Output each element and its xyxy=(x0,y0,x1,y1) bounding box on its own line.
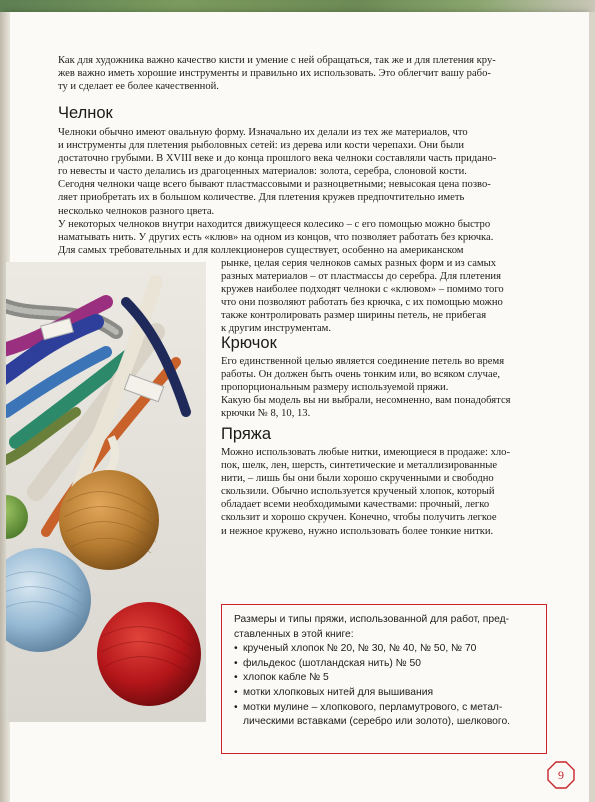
shuttle-line: несколько челноков разного цвета. xyxy=(58,205,215,217)
hook-line: работы. Он должен быть очень тонким или, во всяком случае, xyxy=(221,369,501,381)
yarn-sizes-list xyxy=(234,642,536,730)
bullet-icon: • xyxy=(234,701,238,713)
shuttle-line: Челноки обычно имеют овальную форму. Изначально их делали из тех же материалов, что xyxy=(58,127,468,138)
shuttle-line: что они позволяют работать без крючка, с их помощью можно xyxy=(221,297,503,309)
intro-line: жев важно иметь хорошие инструменты и правильно их использовать. Это облегчит вашу рабо- xyxy=(58,68,491,80)
shuttle-line: У некоторых челноков внутри находится движущееся колесико – с его помощью можно быстро xyxy=(58,218,491,230)
list-item-text: мотки хлопковых нитей для вышивания xyxy=(243,686,434,698)
page-number: 9 xyxy=(558,768,564,782)
shuttle-line: ляет приобретать их в большом количестве. Для плетения кружев предпочтительно иметь xyxy=(58,192,465,204)
yarn-paragraph xyxy=(221,446,543,538)
thread-and-yarn-photo xyxy=(6,262,206,722)
shuttle-line: наматывать нить. У других есть «клюв» на одном из концов, что позволяет работать без крючка. xyxy=(58,231,494,243)
shuttle-line: го невесты и часто делались из драгоценных материалов: золота, серебра, слоновой кости. xyxy=(58,166,467,178)
bullet-icon: • xyxy=(234,643,238,655)
section-heading-yarn: Пряжа xyxy=(221,425,271,443)
list-item xyxy=(234,671,536,686)
section-heading-hook: Крючок xyxy=(221,334,277,352)
page-edge xyxy=(589,12,595,802)
hook-line: крючки № 8, 10, 13. xyxy=(221,408,311,420)
list-item xyxy=(234,701,536,730)
shuttle-line: Для самых требовательных и для коллекционеров существует, особенно на американском xyxy=(58,244,464,256)
yarn-line: обладает всеми необходимыми качествами: прочный, легко xyxy=(221,499,490,511)
hook-line: Какую бы модель вы ни выбрали, несомненно, вам понадобятся xyxy=(221,395,511,407)
yarn-sizes-intro-line: Размеры и типы пряжи, использованной для работ, пред- xyxy=(234,614,510,625)
shuttle-line: и инструменты для плетения рыболовных сетей: из дерева или кости черепахи. Они были xyxy=(58,140,465,152)
yarn-sizes-box xyxy=(221,604,547,754)
shuttle-line: достаточно грубыми. В XVIII веке и до конца прошлого века челноки составляли часть придано- xyxy=(58,153,497,165)
yarn-line: и нежное кружево, нужно использовать более тонкие нитки. xyxy=(221,525,494,537)
shuttle-paragraph-continued xyxy=(221,257,543,336)
hook-line: Его единственной целью является соединение петель во время xyxy=(221,356,505,367)
yarn-line: скользили. Обычно используется крученый хлопок, который xyxy=(221,486,495,498)
intro-line: ту и сделает ее более качественной. xyxy=(58,81,219,93)
section-heading-shuttle: Челнок xyxy=(58,104,113,122)
yarn-line: нити, – лишь бы они были хорошо скрученными и свободно xyxy=(221,473,494,485)
yarn-line: пок, шелк, лен, шерсть, синтетические и металлизированные xyxy=(221,460,498,472)
yarn-line: Можно использовать любые нитки, имеющиеся в продаже: хло- xyxy=(221,447,510,458)
shuttle-line: Сегодня челноки чаще всего бывают пластмассовыми и разноцветными; невысокая цена позво- xyxy=(58,179,491,191)
list-item xyxy=(234,657,536,672)
hook-line: пропорциональным размеру используемой пряжи. xyxy=(221,382,449,394)
shuttle-line: кружев наиболее подходят челноки с «клювом» – помимо того xyxy=(221,284,504,296)
list-item-text: хлопок кабле № 5 xyxy=(243,672,329,684)
list-item-text: мотки мулине – хлопкового, перламутрового, с метал- xyxy=(243,701,503,713)
yarn-sizes-intro-line: ставленных в этой книге: xyxy=(234,628,354,640)
list-item-text: фильдекос (шотландская нить) № 50 xyxy=(243,657,422,669)
bullet-icon: • xyxy=(234,672,238,684)
page-number-badge xyxy=(547,761,575,789)
hook-paragraph xyxy=(221,355,543,420)
intro-paragraph xyxy=(58,54,544,93)
list-item xyxy=(234,642,536,657)
shuttle-line: к другим инструментам. xyxy=(221,323,332,335)
shuttle-paragraph xyxy=(58,126,546,257)
list-item-text: крученый хлопок № 20, № 30, № 40, № 50, № 70 xyxy=(243,643,477,655)
yarn-line: скользит и хорошо скручен. Конечно, чтобы получить легкое xyxy=(221,512,497,524)
bullet-icon: • xyxy=(234,657,238,669)
shuttle-line: также контролировать размер ширины петель, не прибегая xyxy=(221,310,487,322)
shuttle-line: рынке, целая серия челноков самых разных форм и из самых xyxy=(221,258,497,269)
list-item xyxy=(234,686,536,701)
bullet-icon: • xyxy=(234,686,238,698)
shuttle-line: разных материалов – от пластмассы до серебра. Для плетения xyxy=(221,271,501,283)
list-item-text: лическими вставками (серебро или золото), шелкового. xyxy=(243,716,511,728)
intro-line: Как для художника важно качество кисти и умение с ней обращаться, так же и для плетения кру- xyxy=(58,55,496,66)
